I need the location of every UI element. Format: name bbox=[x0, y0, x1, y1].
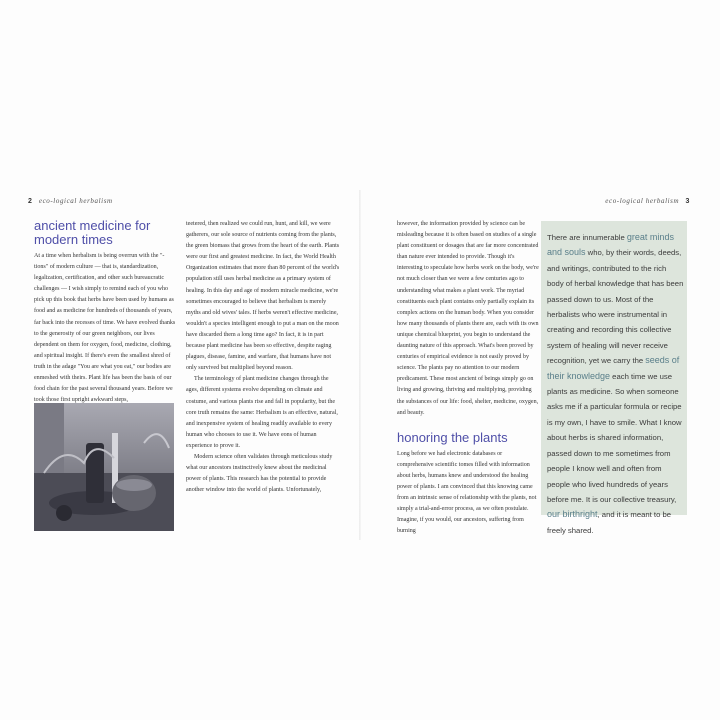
page-number-right: 3 bbox=[685, 198, 690, 205]
sidebar-quote bbox=[547, 230, 685, 538]
running-head-left bbox=[24, 197, 113, 205]
paragraph: The terminology of plant medicine changes through the ages, different systems evolve depending on climate and costume, and various plants rise and fall in popularity, but the core truth remains the same: Herbalism is an effective, natural, and inexpensive system of healing readily available to every human who chooses to use it. We have eons of human experience to prove it. bbox=[186, 376, 338, 449]
sidebar-highlight-3: our birthright bbox=[547, 509, 598, 520]
section-heading-ancient-medicine: ancient medicine for modern times bbox=[34, 218, 151, 247]
sidebar-highlight-2: seeds of their knowledge bbox=[547, 355, 680, 381]
running-title-left: eco-logical herbalism bbox=[38, 197, 113, 205]
text-column-3 bbox=[397, 219, 539, 537]
paragraph: however, the information provided by science can be misleading because it is often based on studies of a single plant constituent or dosages that are far more concentrated than nature ever intended to provide. Though it's interesting to speculate how herbs work on the body, we're not much closer than we were a few centuries ago to understanding what makes a plant work. The myriad constituents each plant contains only partially explain its complex actions on the human body. When you consider how many thousands of plants there are, each with its own unique chemical blueprint, you begin to understand the daunting nature of this approach. What's been proved by centuries of empirical evidence is not easily proved by science. The plants pay no attention to our modern predicament. These most ancient of beings simply go on living and growing, thriving and multiplying, providing the substances of our life: food, shelter, medicine, oxygen, and beauty. bbox=[397, 221, 539, 416]
text-column-1 bbox=[34, 219, 176, 406]
text-column-2 bbox=[186, 219, 340, 496]
sidebar-highlight-1: great minds and souls bbox=[547, 232, 674, 258]
page-number-left: 2 bbox=[28, 198, 33, 205]
section-heading-honoring-plants: honoring the plants bbox=[397, 429, 508, 445]
still-life-photo bbox=[34, 403, 174, 531]
page-gutter bbox=[359, 190, 361, 540]
sidebar-text-2: who, by their words, deeds, and writings, contributed to the rich body of herbal knowledge that has been passed down to us. Most of the herbalists who were instrumental in creating and recording this collective system of healing will never receive recognition, yet we carry the bbox=[547, 248, 684, 366]
photo-illustration bbox=[34, 403, 174, 531]
sidebar-text-3: each time we use plants as medicine. So when someone asks me if a particular formula or recipe is my own, I have to smile. What I know about herbs is shared information, passed down to me sometimes from people I know well and often from people who lived hundreds of years before me. It is our collective treasury, bbox=[547, 371, 682, 504]
sidebar-text-1: There are innumerable bbox=[547, 233, 627, 242]
paragraph: Long before we had electronic databases or comprehensive scientific tomes filled with information about herbs, humans knew and understood the healing power of plants. I am convinced that this knowing came from an intrinsic sense of relationship with the plants, not simply a trial-and-error process, as we often postulate. Imagine, if you would, our ancestors, suffering from burning bbox=[397, 450, 537, 535]
paragraph: At a time when herbalism is being overrun with the "-tions" of modern culture — that is, standardization, legalization, certification, and other such bureaucratic challenges — I wish simply to remind each of you who pick up this book that herbs have been used by humans as food and as medicine for hundreds of thousands of years, far back into the recesses of time. We have evolved thanks to the generosity of our green neighbors, our lives dependent on them for oxygen, food, medicine, clothing, and spiritual insight. If there's even the smallest shred of truth in the adage "You are what you eat," our bodies are enmeshed with theirs. Plant life has been the basis of our food chain for the past several thousand years. Before we took those first upright awkward steps, bbox=[34, 253, 176, 404]
running-head-right bbox=[605, 197, 694, 205]
running-title-right: eco-logical herbalism bbox=[605, 197, 680, 205]
paragraph: teetered, then realized we could run, hunt, and kill, we were gatherers, our sole source of nutrients coming from the plants, the green biomass that grows from the heart of the earth. Plants were our first and greatest medicine. In fact, the World Health Organization estimates that more than 80 percent of the world's population still uses herbal medicine as a primary system of healing. In this day and age of modern miracle medicine, we're sometimes encouraged to believe that herbalism is merely myths and old wives' tales. If herbs weren't effective medicine, wouldn't a species intelligent enough to put a man on the moon have discarded them a long time ago? In fact, it is in part because plant medicine has been so effective, despite raging plagues, disease, famine, and warfare, that humans have not only survived but multiplied beyond reason. bbox=[186, 221, 340, 372]
sidebar-text-4: , and it is meant to be freely shared. bbox=[547, 510, 672, 535]
paragraph: Modern science often validates through meticulous study what our ancestors instinctively knew about the medicinal power of plants. This research has the potential to provide another window into the world of plants. Unfortunately, bbox=[186, 453, 333, 494]
